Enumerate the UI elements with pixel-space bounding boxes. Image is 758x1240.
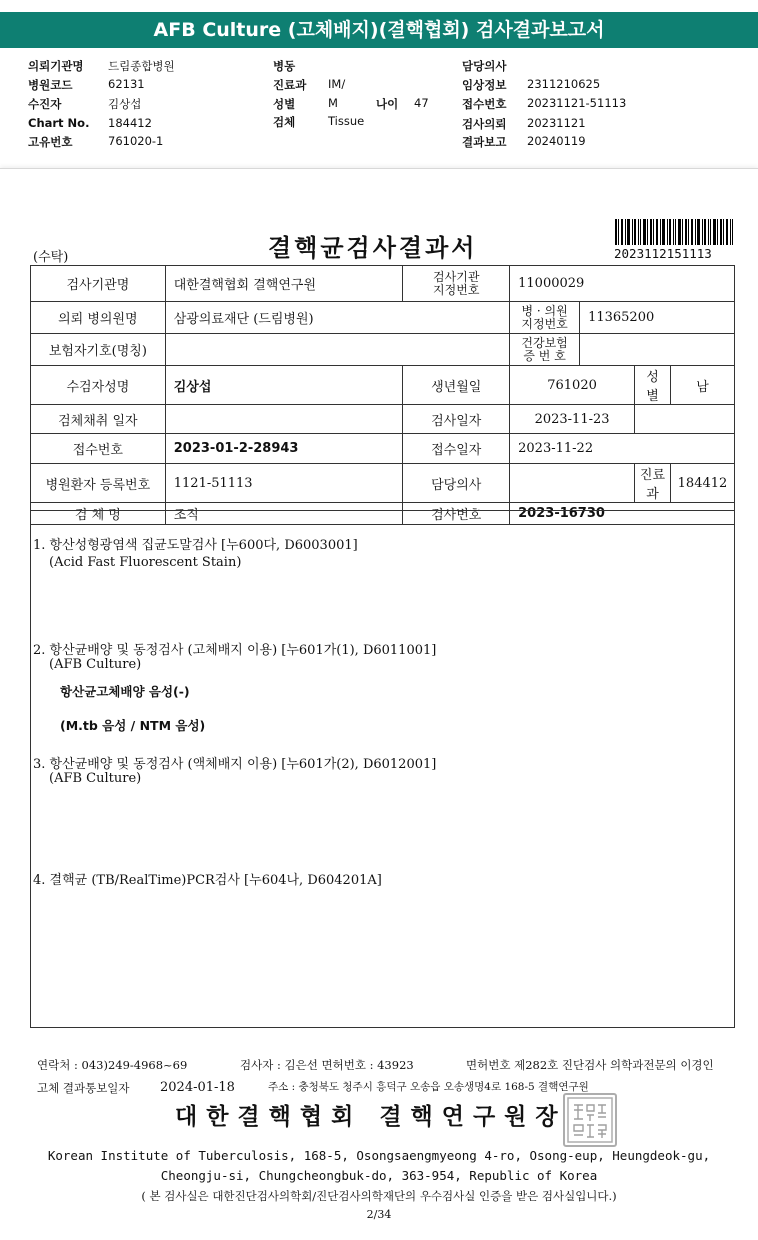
value-patient: 김상섭 <box>108 97 142 111</box>
label-institution-code-line2: 지정번호 <box>433 282 480 297</box>
value-result-date: 20240119 <box>527 134 586 148</box>
page-number: 2/34 <box>366 1208 392 1221</box>
label-ward: 병동 <box>273 59 296 73</box>
label-hospital-designation <box>510 302 580 334</box>
section2-result-culture: 항산균고체배양 음성(-) <box>60 684 190 699</box>
footer-contact: 연락처 : 043)249-4968~69 <box>37 1058 188 1072</box>
label-test-institution: 검사기관명 <box>31 266 166 302</box>
value-reception-no: 20231121-51113 <box>527 96 627 110</box>
value-birth-date: 761020 <box>510 366 635 405</box>
label-hospital-designation-line1: 병 · 의원 <box>521 303 568 318</box>
value-requesting-org: 드림종합병원 <box>108 59 175 73</box>
label-referring-hospital: 의뢰 병의원명 <box>31 302 166 334</box>
barcode-number: 2023112151113 <box>614 246 712 261</box>
address-en-line2: Cheongju-si, Chungcheongbuk-do, 363-954, Republic of Korea <box>160 1168 598 1183</box>
label-chart-no: Chart No. <box>28 116 90 130</box>
label-clinic-dept: 진료과 <box>634 464 670 503</box>
value-insurance-card <box>580 334 735 366</box>
label-accession-date: 접수일자 <box>403 434 510 464</box>
value-department: IM/ <box>328 77 346 91</box>
label-result-date: 결과보고 <box>462 135 507 149</box>
report-title-bar <box>0 12 758 48</box>
label-test-number: 검사번호 <box>403 503 510 525</box>
label-patient: 수진자 <box>28 97 62 111</box>
barcode <box>615 219 733 245</box>
value-clinic-dept: 184412 <box>670 464 734 503</box>
label-insurance-card-line1: 건강보험 <box>521 335 568 350</box>
value-unique-no: 761020-1 <box>108 134 164 148</box>
value-age: 47 <box>414 96 429 110</box>
value-referring-hospital: 삼광의료재단 (드림병원) <box>165 302 509 334</box>
label-hospital-designation-line2: 지정번호 <box>521 316 568 331</box>
document-title: 결핵균검사결과서 <box>268 233 478 262</box>
label-requesting-org: 의뢰기관명 <box>28 59 84 73</box>
label-test-date: 검사일자 <box>403 405 510 434</box>
value-request-date: 20231121 <box>527 116 586 130</box>
label-request-date: 검사의뢰 <box>462 117 507 131</box>
label-insurance-card-line2: 증 번 호 <box>523 348 566 363</box>
institute-name: 대한결핵협회 결핵연구원장 <box>175 1103 567 1130</box>
value-insurer-code <box>165 334 509 366</box>
patient-info-panel <box>0 55 758 150</box>
section1-title: 1. 항산성형광염색 집균도말검사 [누600다, D6003001] <box>33 538 358 553</box>
label-institution-code <box>403 266 510 302</box>
label-specimen-name: 검 체 명 <box>31 503 166 525</box>
report-info-table <box>30 265 735 525</box>
report-title: AFB Culture (고체배지)(결핵협회) 검사결과보고서 <box>153 19 605 41</box>
value-specimen-name: 조직 <box>165 503 403 525</box>
value-accession-date: 2023-11-22 <box>510 434 735 464</box>
table-row <box>31 334 735 366</box>
value-clinical-info: 2311210625 <box>527 77 601 91</box>
value-specimen: Tissue <box>328 114 365 128</box>
label-attending-doctor: 담당의사 <box>403 464 510 503</box>
value-test-institution: 대한결핵협회 결핵연구원 <box>165 266 403 302</box>
section4-title: 4. 결핵균 (TB/RealTime)PCR검사 [누604나, D604201A] <box>33 873 382 888</box>
label-department: 진료과 <box>273 78 307 92</box>
label-reception-no: 접수번호 <box>462 97 507 111</box>
certification-note: ( 본 검사실은 대한진단검사의학회/진단검사의학재단의 우수검사실 인증을 받은 검사실입니다.) <box>141 1189 617 1203</box>
table-row <box>31 266 735 302</box>
label-gender: 성별 <box>634 366 670 405</box>
section3-subtitle: (AFB Culture) <box>49 771 142 786</box>
value-test-number: 2023-16730 <box>510 503 735 525</box>
label-birth-date: 생년월일 <box>403 366 510 405</box>
table-row <box>31 366 735 405</box>
official-seal <box>563 1093 617 1147</box>
label-specimen: 검체 <box>273 115 296 129</box>
value-examinee-name: 김상섭 <box>165 366 403 405</box>
label-sex: 성별 <box>273 97 296 111</box>
empty-cell <box>634 405 734 434</box>
label-patient-reg-no: 병원환자 등록번호 <box>31 464 166 503</box>
footer-report-date-label: 고체 결과통보일자 <box>37 1081 130 1095</box>
footer-report-date: 2024-01-18 <box>160 1080 235 1095</box>
value-sex: M <box>328 96 338 110</box>
receipt-mark: (수탁) <box>33 250 69 265</box>
footer-address-kr: 주소 : 충청북도 청주시 흥덕구 오송읍 오송생명4로 168-5 결핵연구원 <box>268 1081 589 1093</box>
section2-result-identification: (M.tb 음성 / NTM 음성) <box>60 718 206 733</box>
table-row <box>31 434 735 464</box>
label-institution-code-line1: 검사기관 <box>433 269 480 284</box>
label-doctor: 담당의사 <box>462 59 507 73</box>
label-insurance-card <box>510 334 580 366</box>
seal-graphic <box>565 1095 615 1145</box>
label-accession-no: 접수번호 <box>31 434 166 464</box>
footer-license: 면허번호 제282호 진단검사 의학과전문의 이경인 <box>466 1058 714 1072</box>
value-institution-code: 11000029 <box>510 266 735 302</box>
table-row <box>31 464 735 503</box>
value-accession-no: 2023-01-2-28943 <box>165 434 403 464</box>
value-test-date: 2023-11-23 <box>510 405 635 434</box>
value-collection-date <box>165 405 403 434</box>
label-unique-no: 고유번호 <box>28 135 73 149</box>
label-insurer-code: 보험자기호(명칭) <box>31 334 166 366</box>
section2-title: 2. 항산균배양 및 동정검사 (고체배지 이용) [누601가(1), D6011001] <box>33 643 437 658</box>
label-collection-date: 검체채취 일자 <box>31 405 166 434</box>
footer-examiner: 검사자 : 김은선 면허번호 : 43923 <box>240 1058 414 1072</box>
value-chart-no: 184412 <box>108 116 152 130</box>
label-examinee-name: 수검자성명 <box>31 366 166 405</box>
label-age: 나이 <box>376 97 399 111</box>
value-hospital-code: 62131 <box>108 77 145 91</box>
section2-subtitle: (AFB Culture) <box>49 657 142 672</box>
section3-title: 3. 항산균배양 및 동정검사 (액체배지 이용) [누601가(2), D6012001] <box>33 757 437 772</box>
label-clinical-info: 임상정보 <box>462 78 507 92</box>
table-row <box>31 405 735 434</box>
value-gender: 남 <box>670 366 734 405</box>
value-hospital-designation: 11365200 <box>580 302 735 334</box>
value-patient-reg-no: 1121-51113 <box>165 464 403 503</box>
table-row <box>31 302 735 334</box>
section1-subtitle: (Acid Fast Fluorescent Stain) <box>49 555 242 570</box>
value-attending-doctor <box>510 464 635 503</box>
label-hospital-code: 병원코드 <box>28 78 73 92</box>
address-en-line1: Korean Institute of Tuberculosis, 168-5, Osongsaengmyeong 4-ro, Osong-eup, Heungdeok-gu, <box>47 1148 711 1163</box>
